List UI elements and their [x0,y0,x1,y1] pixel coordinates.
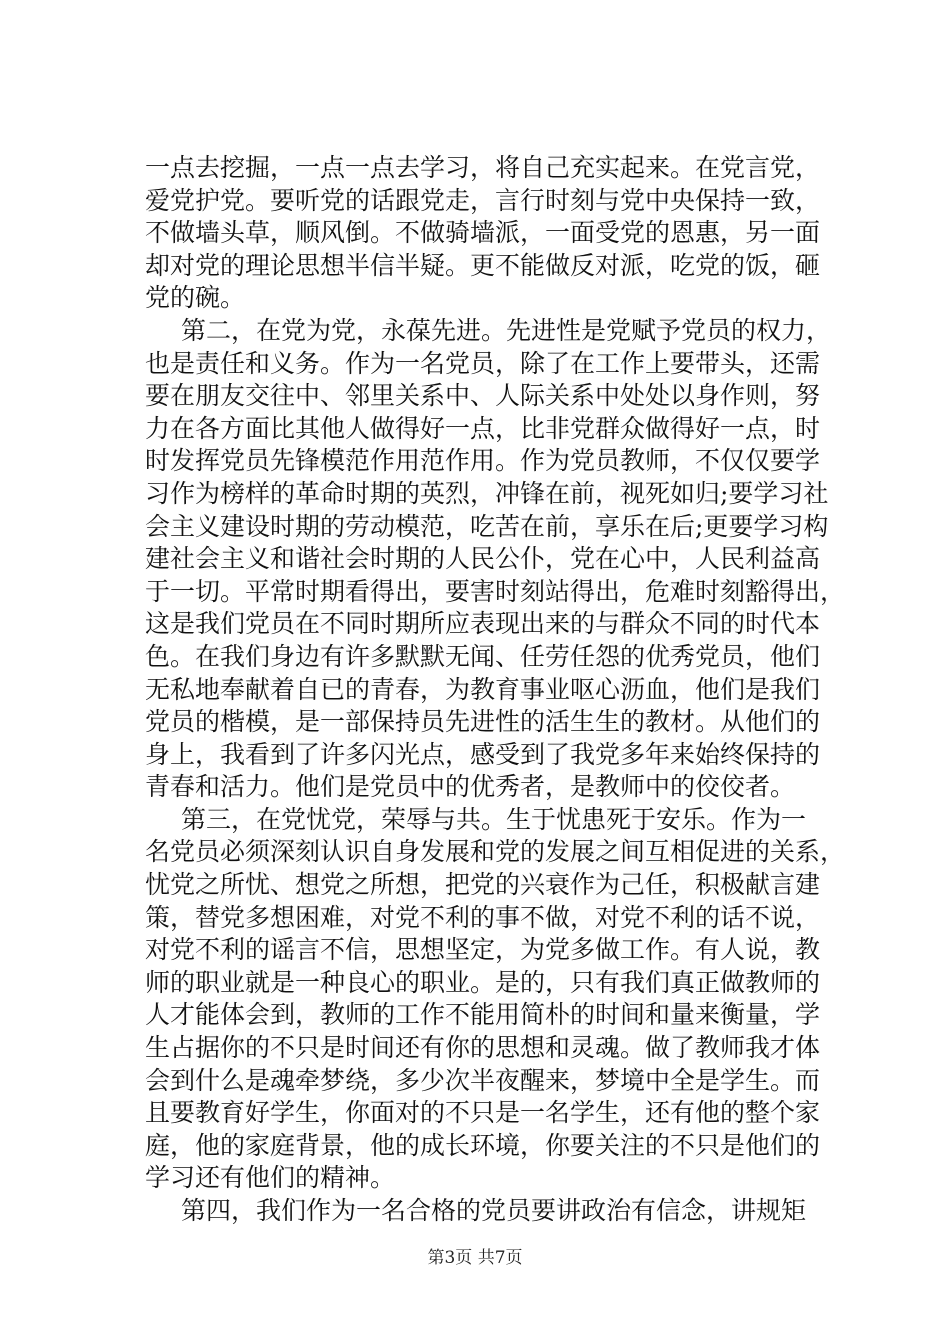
text-line: 策，替党多想困难，对党不利的事不做，对党不利的话不说， [145,902,821,932]
text-line: 于一切。平常时期看得出，要害时刻站得出，危难时刻豁得出， [145,576,846,606]
text-line: 无私地奉献着自已的青春，为教育事业呕心沥血，他们是我们 [145,674,821,704]
text-line: 身上，我看到了许多闪光点，感受到了我党多年来始终保持的 [145,739,821,769]
paragraph-first-line: 第二，在党为党，永葆先进。先进性是党赋予党员的权力， [181,315,832,345]
text-line: 这是我们党员在不同时期所应表现出来的与群众不同的时代本 [145,609,821,639]
paragraph-first-line: 第三，在党忧党，荣辱与共。生于忧患死于安乐。作为一 [181,804,807,834]
text-line: 党员的楷模，是一部保持员先进性的活生生的教材。从他们的 [145,707,821,737]
text-line: 会到什么是魂牵梦绕，多少次半夜醒来，梦境中全是学生。而 [145,1065,821,1095]
text-line: 要在朋友交往中、邻里关系中、人际关系中处处以身作则，努 [145,381,821,411]
text-line: 名党员必须深刻认识自身发展和党的发展之间互相促进的关系， [145,837,846,867]
text-line: 人才能体会到，教师的工作不能用简朴的时间和量来衡量，学 [145,1000,821,1030]
text-line: 生占据你的不只是时间还有你的思想和灵魂。做了教师我才体 [145,1033,821,1063]
text-line: 忧党之所忧、想党之所想，把党的兴衰作为己任，积极献言建 [145,870,821,900]
text-line: 党的碗。 [145,283,246,313]
text-line: 爱党护党。要听党的话跟党走，言行时刻与党中央保持一致， [145,185,821,215]
text-line: 力在各方面比其他人做得好一点，比非党群众做得好一点，时 [145,413,821,443]
text-line: 时发挥党员先锋模范作用范作用。作为党员教师，不仅仅要学 [145,446,821,476]
text-line: 会主义建设时期的劳动模范，吃苦在前，享乐在后;更要学习构 [145,511,829,541]
text-line: 建社会主义和谐社会时期的人民公仆，党在心中，人民利益高 [145,544,821,574]
text-line: 师的职业就是一种良心的职业。是的，只有我们真正做教师的 [145,967,821,997]
text-line: 且要教育好学生，你面对的不只是一名学生，还有他的整个家 [145,1098,821,1128]
text-line: 庭，他的家庭背景，他的成长环境，你要关注的不只是他们的 [145,1130,821,1160]
document-body [145,152,845,1228]
text-line: 习作为榜样的革命时期的英烈，冲锋在前，视死如归;要学习社 [145,478,829,508]
text-line: 也是责任和义务。作为一名党员，除了在工作上要带头，还需 [145,348,821,378]
text-line: 不做墙头草，顺风倒。不做骑墙派，一面受党的恩惠，另一面 [145,218,821,248]
paragraph-first-line: 第四，我们作为一名合格的党员要讲政治有信念，讲规矩 [181,1196,807,1225]
text-line: 对党不利的谣言不信，思想坚定，为党多做工作。有人说，教 [145,935,821,965]
text-line: 色。在我们身边有许多默默无闻、任劳任怨的优秀党员，他们 [145,641,821,671]
page-footer: 第3页 共7页 [427,1248,523,1268]
text-line: 青春和活力。他们是党员中的优秀者，是教师中的佼佼者。 [145,772,796,802]
text-line: 学习还有他们的精神。 [145,1163,396,1193]
text-line: 一点去挖掘，一点一点去学习，将自己充实起来。在党言党， [145,153,821,182]
text-line: 却对党的理论思想半信半疑。更不能做反对派，吃党的饭，砸 [145,250,821,280]
